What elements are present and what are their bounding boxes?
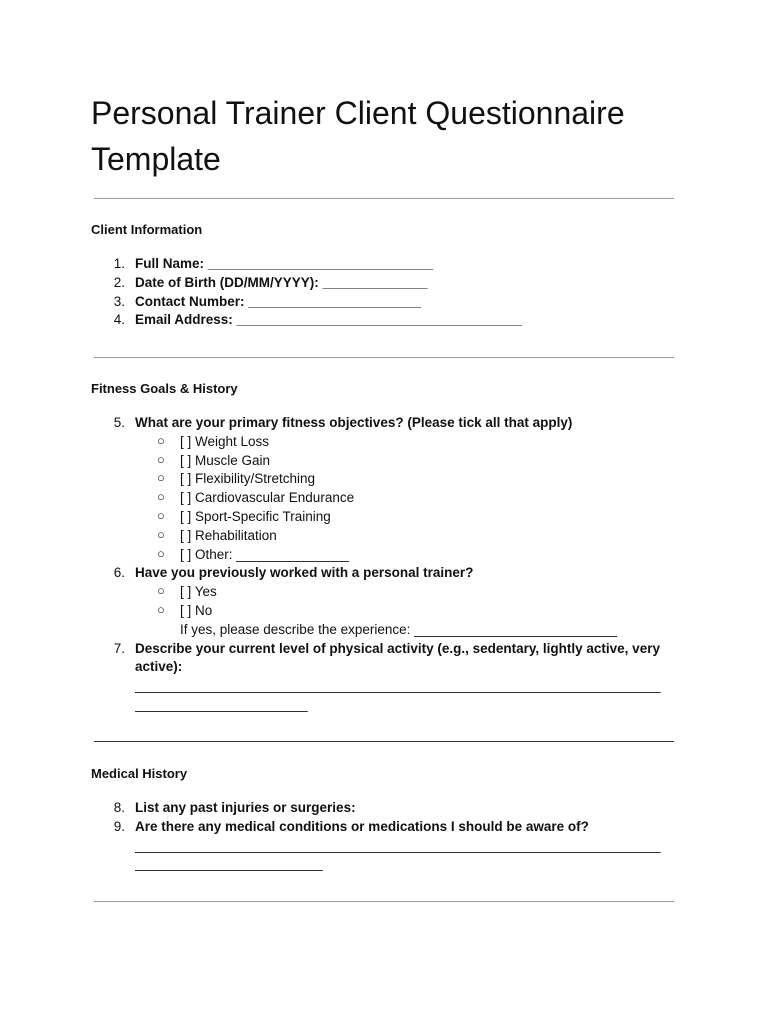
- item-number: 7.: [113, 640, 125, 656]
- circle-bullet-icon: ○: [157, 470, 165, 486]
- section-heading-client-information: Client Information: [91, 222, 203, 237]
- option-label: [ ] Rehabilitation: [180, 527, 277, 543]
- question-8: [91, 799, 691, 818]
- divider: [94, 901, 674, 902]
- medical-history-list: [91, 799, 691, 874]
- option-weight-loss[interactable]: [135, 433, 691, 452]
- option-label: [ ] Cardiovascular Endurance: [180, 490, 355, 506]
- circle-bullet-icon: ○: [157, 432, 165, 448]
- divider: [94, 198, 674, 199]
- circle-bullet-icon: ○: [157, 583, 165, 599]
- divider: [94, 741, 674, 742]
- page-title: Personal Trainer Client Questionnaire Template: [91, 95, 625, 177]
- item-number: 3.: [113, 293, 125, 309]
- question-text: Have you previously worked with a personal trainer?: [135, 565, 474, 581]
- option-label: [ ] Other: _______________: [180, 546, 349, 562]
- option-label: [ ] Weight Loss: [180, 433, 270, 449]
- option-other[interactable]: [135, 546, 691, 565]
- question-text: List any past injuries or surgeries:: [135, 800, 356, 815]
- answer-line[interactable]: _______________________: [135, 696, 308, 712]
- section-heading-medical-history: Medical History: [91, 766, 188, 781]
- client-information-list: [91, 255, 691, 330]
- item-number: 6.: [113, 565, 125, 581]
- circle-bullet-icon: ○: [157, 451, 165, 467]
- option-muscle-gain[interactable]: [135, 452, 691, 471]
- option-label: [ ] Yes: [180, 584, 217, 600]
- circle-bullet-icon: ○: [157, 507, 165, 523]
- question-text: Are there any medical conditions or medications I should be aware of?: [135, 818, 589, 834]
- circle-bullet-icon: ○: [157, 601, 165, 617]
- circle-bullet-icon: ○: [157, 489, 165, 505]
- question-9: [91, 818, 691, 874]
- fitness-goals-list: [91, 414, 691, 715]
- item-number: 9.: [113, 818, 125, 834]
- divider: [94, 357, 674, 358]
- answer-line[interactable]: ______________________________________________________________________: [135, 678, 661, 694]
- list-item: [91, 293, 691, 312]
- full-name-field: Full Name: ______________________________: [135, 256, 434, 271]
- previous-trainer-options: [135, 583, 691, 621]
- item-number: 1.: [113, 256, 125, 271]
- section-heading-fitness-goals: Fitness Goals & History: [91, 381, 238, 396]
- item-number: 5.: [113, 415, 125, 430]
- list-item: [91, 274, 691, 293]
- answer-line[interactable]: ______________________________________________________________________: [135, 837, 661, 853]
- question-5: [91, 414, 691, 564]
- circle-bullet-icon: ○: [157, 545, 165, 561]
- answer-line[interactable]: _________________________: [135, 856, 323, 872]
- item-number: 8.: [113, 800, 125, 815]
- item-number: 4.: [113, 312, 125, 328]
- date-of-birth-field: Date of Birth (DD/MM/YYYY): ______________: [135, 274, 428, 290]
- question-text: Describe your current level of physical activity (e.g., sedentary, lightly active, very active):: [135, 640, 660, 675]
- option-label: [ ] Flexibility/Stretching: [180, 471, 316, 487]
- circle-bullet-icon: ○: [157, 526, 165, 542]
- list-item: [91, 255, 691, 274]
- option-label: [ ] No: [180, 602, 213, 618]
- option-sport-specific[interactable]: [135, 508, 691, 527]
- option-flexibility[interactable]: [135, 470, 691, 489]
- option-label: [ ] Sport-Specific Training: [180, 508, 331, 524]
- option-yes[interactable]: [135, 583, 691, 602]
- experience-description-field[interactable]: If yes, please describe the experience: ___________________________: [180, 621, 617, 637]
- option-label: [ ] Muscle Gain: [180, 452, 271, 468]
- contact-number-field: Contact Number: _______________________: [135, 293, 421, 309]
- list-item: [91, 311, 691, 330]
- question-6: [91, 564, 691, 639]
- email-address-field: Email Address: ______________________________________: [135, 312, 522, 328]
- option-no[interactable]: [135, 602, 691, 621]
- option-cardio-endurance[interactable]: [135, 489, 691, 508]
- fitness-objectives-options: [135, 433, 691, 565]
- question-text: What are your primary fitness objectives? (Please tick all that apply): [135, 415, 573, 430]
- question-7: [91, 640, 691, 715]
- item-number: 2.: [113, 274, 125, 290]
- option-rehabilitation[interactable]: [135, 527, 691, 546]
